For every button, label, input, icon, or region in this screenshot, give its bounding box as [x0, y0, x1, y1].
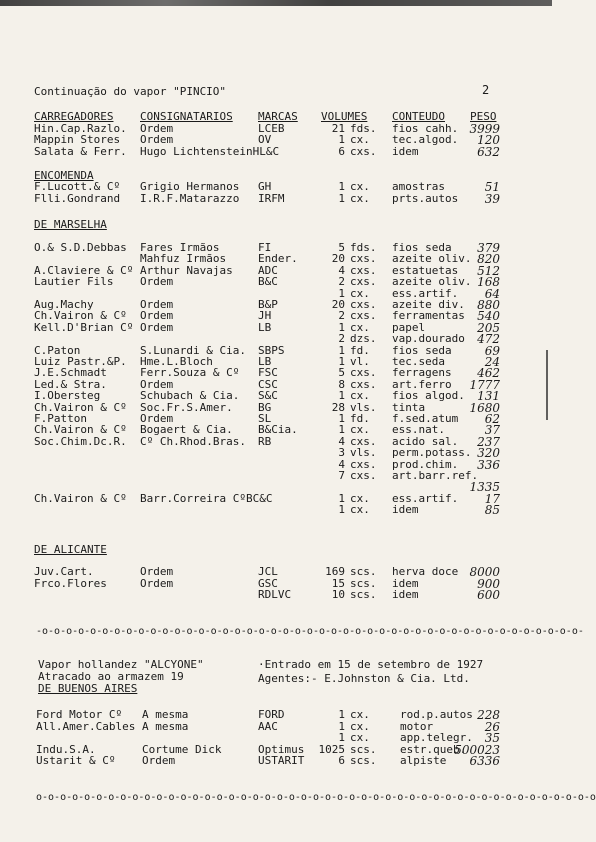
unit-cell: scs.	[350, 588, 377, 602]
shipper-cell: Mappin Stores	[34, 133, 121, 147]
shipper-cell: Aug.Machy	[34, 298, 94, 311]
contents-cell: art.barr.ref.	[392, 469, 479, 482]
consignee-cell: Fares Irmãos	[140, 241, 220, 254]
unit-cell: cx.	[350, 423, 370, 437]
weight-cell: 820	[477, 252, 500, 267]
quantity-cell: 5	[338, 241, 345, 254]
weight-cell: 237	[477, 434, 500, 449]
quantity-cell: 1	[338, 192, 345, 205]
shipper-cell: Ch.Vairon & Cº	[34, 400, 127, 414]
quantity-cell: 1	[338, 180, 345, 193]
contents-cell: idem	[392, 588, 419, 602]
consignee-cell: Ordem	[140, 298, 174, 311]
contents-cell: papel	[392, 320, 426, 334]
weight-cell: 62	[484, 412, 500, 426]
quantity-cell: 1	[338, 355, 345, 368]
contents-cell: rod.p.autos	[400, 708, 473, 721]
marks-cell: JCL	[258, 565, 278, 578]
quantity-cell: 1	[338, 708, 345, 721]
contents-cell: tec.algod.	[392, 133, 459, 147]
weight-cell: 1335	[469, 480, 500, 495]
marks-cell: FI	[258, 241, 272, 254]
col-header-marks: MARCAS	[258, 110, 298, 123]
weight-cell: 6336	[469, 754, 500, 769]
consignee-cell: Ordem	[140, 133, 174, 147]
marks-cell: S&C	[258, 389, 278, 403]
weight-cell: 540	[477, 309, 500, 324]
consignee-cell: Ordem	[140, 122, 174, 135]
consignee-cell: Ordem	[140, 320, 174, 334]
weight-cell: 1680	[469, 400, 500, 415]
vessel-name: Vapor hollandez "ALCYONE"	[38, 658, 204, 671]
weight-cell: 900	[477, 576, 500, 591]
shipper-cell: Ch.Vairon & Cº	[34, 491, 127, 505]
col-header-weight: PESO	[470, 110, 497, 123]
marks-cell: ADC	[258, 263, 278, 277]
page-title: Continuação do vapor "PINCIO"	[34, 85, 227, 98]
weight-cell: 472	[477, 332, 500, 347]
contents-cell: estatuetas	[392, 263, 459, 277]
consignee-cell: Ordem	[140, 565, 174, 578]
contents-cell: acido sal.	[392, 434, 459, 448]
unit-cell: cxs.	[350, 434, 377, 448]
col-header-contents: CONTEUDO	[392, 110, 445, 123]
marks-cell: RB	[258, 434, 272, 448]
unit-cell: cxs.	[350, 275, 377, 289]
unit-cell: cx.	[350, 503, 370, 517]
shipper-cell: F.Lucott.& Cº	[34, 180, 121, 193]
shipper-cell: Ford Motor Cº	[36, 708, 123, 721]
marks-cell: OV	[258, 133, 272, 147]
marks-cell: GH	[258, 180, 272, 193]
contents-cell: f.sed.atum	[392, 412, 459, 425]
section-heading-encomenda: ENCOMENDA	[34, 169, 94, 182]
contents-cell: idem	[392, 144, 419, 158]
contents-cell: fios algod.	[392, 389, 465, 403]
marks-cell: USTARIT	[258, 754, 305, 768]
contents-cell: fios seda	[392, 241, 452, 254]
arrival-date: ·Entrado em 15 de setembro de 1927	[258, 658, 484, 671]
unit-cell: cx.	[350, 133, 370, 147]
contents-cell: tinta	[392, 400, 426, 414]
consignee-cell: Ordem	[140, 275, 174, 289]
marks-cell: CSC	[258, 377, 278, 391]
unit-cell: scs.	[350, 754, 377, 768]
consignee-cell: I.R.F.Matarazzo	[140, 192, 240, 205]
unit-cell: fds.	[350, 241, 377, 254]
weight-cell: 131	[477, 389, 500, 404]
section-heading-buenos-aires: DE BUENOS AIRES	[38, 682, 138, 695]
agents: Agentes:- E.Johnston & Cia. Ltd.	[258, 672, 470, 685]
unit-cell: dzs.	[350, 332, 377, 346]
quantity-cell: 169	[325, 565, 345, 578]
marks-cell: Ender.	[258, 252, 298, 266]
consignee-cell: Ordem	[140, 576, 174, 590]
marks-cell: SL	[258, 412, 272, 425]
shipper-cell: Ch.Vairon & Cº	[34, 423, 127, 437]
unit-cell: cx.	[350, 708, 370, 721]
marks-cell: LB	[258, 355, 272, 368]
consignee-cell: Ordem	[140, 412, 174, 425]
footer-divider: o-o-o-o-o-o-o-o-o-o-o-o-o-o-o-o-o-o-o-o-o-o-o-o-o-o-o-o-o-o-o-o-o-o-o-o-o-o-o-o-o-o-o-o-o-o-o	[36, 792, 596, 803]
consignee-cell: Soc.Fr.S.Amer.	[140, 400, 233, 414]
unit-cell: cxs.	[350, 298, 377, 311]
weight-cell: 17	[484, 491, 500, 506]
quantity-cell: 3	[338, 446, 345, 460]
weight-cell: 24	[484, 355, 500, 369]
shipper-cell: C.Paton	[34, 343, 81, 357]
shipper-cell: Frco.Flores	[34, 576, 107, 590]
consignee-cell: S.Lunardi & Cia.	[140, 343, 246, 357]
quantity-cell: 1	[338, 320, 345, 334]
weight-cell: 51	[484, 180, 500, 194]
unit-cell: cx.	[350, 286, 370, 300]
weight-cell: 379	[477, 241, 500, 255]
quantity-cell: 21	[331, 122, 345, 135]
contents-cell: art.ferro	[392, 377, 452, 391]
weight-cell: 35	[484, 731, 500, 746]
contents-cell: motor	[400, 719, 434, 733]
section-heading-marselha: DE MARSELHA	[34, 218, 107, 231]
quantity-cell: 1	[338, 343, 345, 357]
weight-cell: 880	[477, 298, 500, 312]
weight-cell: 8000	[469, 565, 500, 579]
shipper-cell: Luiz Pastr.&P.	[34, 355, 127, 368]
contents-cell: ferragens	[392, 366, 452, 380]
marks-cell: FSC	[258, 366, 278, 380]
consignee-cell: Hugo LichtensteinHL&C	[140, 144, 280, 158]
weight-cell: 85	[484, 503, 500, 518]
shipper-cell: Led.& Stra.	[34, 377, 107, 391]
unit-cell: vls.	[350, 446, 377, 460]
quantity-cell: 1	[338, 503, 345, 517]
unit-cell: cxs.	[350, 252, 377, 266]
marks-cell: LB	[258, 320, 272, 334]
weight-cell: 228	[477, 708, 500, 722]
consignee-cell: Ordem	[140, 309, 174, 323]
unit-cell: cx.	[350, 180, 370, 193]
shipper-cell: Flli.Gondrand	[34, 192, 121, 205]
col-header-consignee: CONSIGNATARIOS	[140, 110, 233, 123]
quantity-cell: 20	[331, 298, 345, 311]
quantity-cell: 1	[338, 491, 345, 505]
shipper-cell: Hin.Cap.Razlo.	[34, 122, 127, 135]
section-heading-alicante: DE ALICANTE	[34, 543, 107, 556]
marks-cell: JH	[258, 309, 272, 323]
unit-cell: cxs.	[350, 457, 377, 471]
quantity-cell: 2	[338, 309, 345, 323]
quantity-cell: 6	[338, 144, 345, 158]
shipper-cell: Juv.Cart.	[34, 565, 94, 578]
unit-cell: fds.	[350, 122, 377, 135]
marks-cell: BG	[258, 400, 272, 414]
weight-cell: 64	[484, 286, 500, 301]
consignee-cell: Mahfuz Irmãos	[140, 252, 227, 266]
quantity-cell: 4	[338, 457, 345, 471]
contents-cell: prod.chim.	[392, 457, 459, 471]
quantity-cell: 1	[338, 719, 345, 733]
weight-cell: 500023	[454, 742, 500, 757]
shipper-cell: Ustarit & Cº	[36, 754, 116, 768]
col-header-volumes: VOLUMES	[321, 110, 368, 123]
weight-cell: 1777	[469, 377, 500, 392]
unit-cell: cx.	[350, 491, 370, 505]
quantity-cell: 2	[338, 275, 345, 289]
unit-cell: vl.	[350, 355, 370, 368]
consignee-cell: Arthur Navajas	[140, 263, 233, 277]
weight-cell: 512	[477, 263, 500, 278]
consignee-cell: Grigio Hermanos	[140, 180, 240, 193]
quantity-cell: 1	[338, 423, 345, 437]
quantity-cell: 1	[338, 286, 345, 300]
unit-cell: cx.	[350, 719, 370, 733]
consignee-cell: Schubach & Cia.	[140, 389, 240, 403]
consignee-cell: A mesma	[142, 719, 189, 733]
weight-cell: 205	[477, 320, 500, 335]
marks-cell: B&C	[258, 275, 278, 289]
shipper-cell: Lautier Fils	[34, 275, 114, 289]
unit-cell: cxs.	[350, 469, 377, 482]
contents-cell: herva doce	[392, 565, 459, 578]
contents-cell: fios seda	[392, 343, 452, 357]
marks-cell: RDLVC	[258, 588, 292, 602]
unit-cell: cxs.	[350, 377, 377, 391]
shipper-cell: Soc.Chim.Dc.R.	[34, 434, 127, 448]
consignee-cell: Cortume Dick	[142, 742, 222, 756]
weight-cell: 320	[477, 446, 500, 461]
marks-cell: B&Cia.	[258, 423, 298, 437]
weight-cell: 462	[477, 366, 500, 381]
weight-cell: 120	[477, 133, 500, 148]
shipper-cell: Salata & Ferr.	[34, 144, 127, 158]
marks-cell: LCEB	[258, 122, 285, 135]
contents-cell: estr.queb.	[400, 742, 467, 756]
contents-cell: ess.artif.	[392, 491, 459, 505]
contents-cell: app.telegr.	[400, 731, 473, 745]
consignee-cell: Ordem	[140, 377, 174, 391]
weight-cell: 168	[477, 275, 500, 290]
quantity-cell: 4	[338, 263, 345, 277]
unit-cell: fd.	[350, 412, 370, 425]
contents-cell: tec.seda	[392, 355, 445, 368]
section-divider: -o-o-o-o-o-o-o-o-o-o-o-o-o-o-o-o-o-o-o-o-o-o-o-o-o-o-o-o-o-o-o-o-o-o-o-o-o-o-o-o-o-o-o-o-o-	[36, 626, 584, 637]
quantity-cell: 28	[331, 400, 345, 414]
contents-cell: perm.potass.	[392, 446, 472, 460]
quantity-cell: 8	[338, 377, 345, 391]
contents-cell: azeite oliv.	[392, 252, 472, 266]
unit-cell: scs.	[350, 576, 377, 590]
quantity-cell: 1	[338, 731, 345, 745]
consignee-cell: Bogaert & Cia.	[140, 423, 233, 437]
shipper-cell: Kell.D'Brian Cº	[34, 320, 134, 334]
consignee-cell: Ferr.Souza & Cº	[140, 366, 240, 380]
quantity-cell: 15	[331, 576, 345, 590]
quantity-cell: 7	[338, 469, 345, 482]
unit-cell: scs.	[350, 742, 377, 756]
shipper-cell: I.Obersteg	[34, 389, 101, 403]
warehouse: Atracado ao armazem 19	[38, 670, 184, 683]
weight-cell: 37	[484, 423, 500, 438]
weight-cell: 3999	[469, 122, 500, 136]
weight-cell: 600	[477, 588, 500, 603]
weight-cell: 69	[484, 343, 500, 358]
weight-cell: 39	[484, 192, 500, 206]
contents-cell: ess.artif.	[392, 286, 459, 300]
contents-cell: ferramentas	[392, 309, 465, 323]
marks-cell: SBPS	[258, 343, 285, 357]
shipper-cell: All.Amer.Cables	[36, 719, 136, 733]
unit-cell: fd.	[350, 343, 370, 357]
marks-cell: B&P	[258, 298, 278, 311]
contents-cell: amostras	[392, 180, 445, 193]
shipper-cell: F.Patton	[34, 412, 87, 425]
quantity-cell: 2	[338, 332, 345, 346]
quantity-cell: 1	[338, 412, 345, 425]
consignee-cell: A mesma	[142, 708, 189, 721]
shipper-cell: A.Claviere & Cº	[34, 263, 134, 277]
marks-cell: GSC	[258, 576, 278, 590]
quantity-cell: 1	[338, 133, 345, 147]
contents-cell: ess.nat.	[392, 423, 445, 437]
marks-cell: AAC	[258, 719, 278, 733]
contents-cell: idem	[392, 503, 419, 517]
contents-cell: prts.autos	[392, 192, 459, 205]
quantity-cell: 6	[338, 754, 345, 768]
quantity-cell: 1	[338, 389, 345, 403]
contents-cell: azeite oliv.	[392, 275, 472, 289]
marks-cell: FORD	[258, 708, 285, 721]
consignee-cell: Hme.L.Bloch	[140, 355, 213, 368]
quantity-cell: 10	[331, 588, 345, 602]
unit-cell: scs.	[350, 565, 377, 578]
contents-cell: azeite div.	[392, 298, 465, 311]
unit-cell: cx.	[350, 320, 370, 334]
page-number: 2	[482, 83, 490, 97]
weight-cell: 26	[484, 719, 500, 734]
unit-cell: cxs.	[350, 309, 377, 323]
unit-cell: cxs.	[350, 263, 377, 277]
shipper-cell: Ch.Vairon & Cº	[34, 309, 127, 323]
shipper-cell: J.E.Schmadt	[34, 366, 107, 380]
col-header-shipper: CARREGADORES	[34, 110, 114, 123]
unit-cell: cx.	[350, 192, 370, 205]
shipper-cell: O.& S.D.Debbas	[34, 241, 127, 254]
quantity-cell: 20	[331, 252, 345, 266]
consignee-cell: Barr.Correira CºBC&C	[140, 491, 273, 505]
unit-cell: cx.	[350, 389, 370, 403]
shipper-cell: Indu.S.A.	[36, 742, 96, 756]
contents-cell: alpiste	[400, 754, 447, 768]
consignee-cell: Cº Ch.Rhod.Bras.	[140, 434, 246, 448]
quantity-cell: 1025	[318, 742, 345, 756]
unit-cell: vls.	[350, 400, 377, 414]
quantity-cell: 5	[338, 366, 345, 380]
marks-cell: IRFM	[258, 192, 285, 205]
quantity-cell: 4	[338, 434, 345, 448]
contents-cell: idem	[392, 576, 419, 590]
consignee-cell: Ordem	[142, 754, 176, 768]
unit-cell: cxs.	[350, 144, 377, 158]
unit-cell: cx.	[350, 731, 370, 745]
weight-cell: 336	[477, 457, 500, 472]
unit-cell: cxs.	[350, 366, 377, 380]
marks-cell: Optimus	[258, 742, 305, 756]
contents-cell: fios cahh.	[392, 122, 459, 135]
weight-cell: 632	[477, 144, 500, 159]
contents-cell: vap.dourado	[392, 332, 465, 346]
